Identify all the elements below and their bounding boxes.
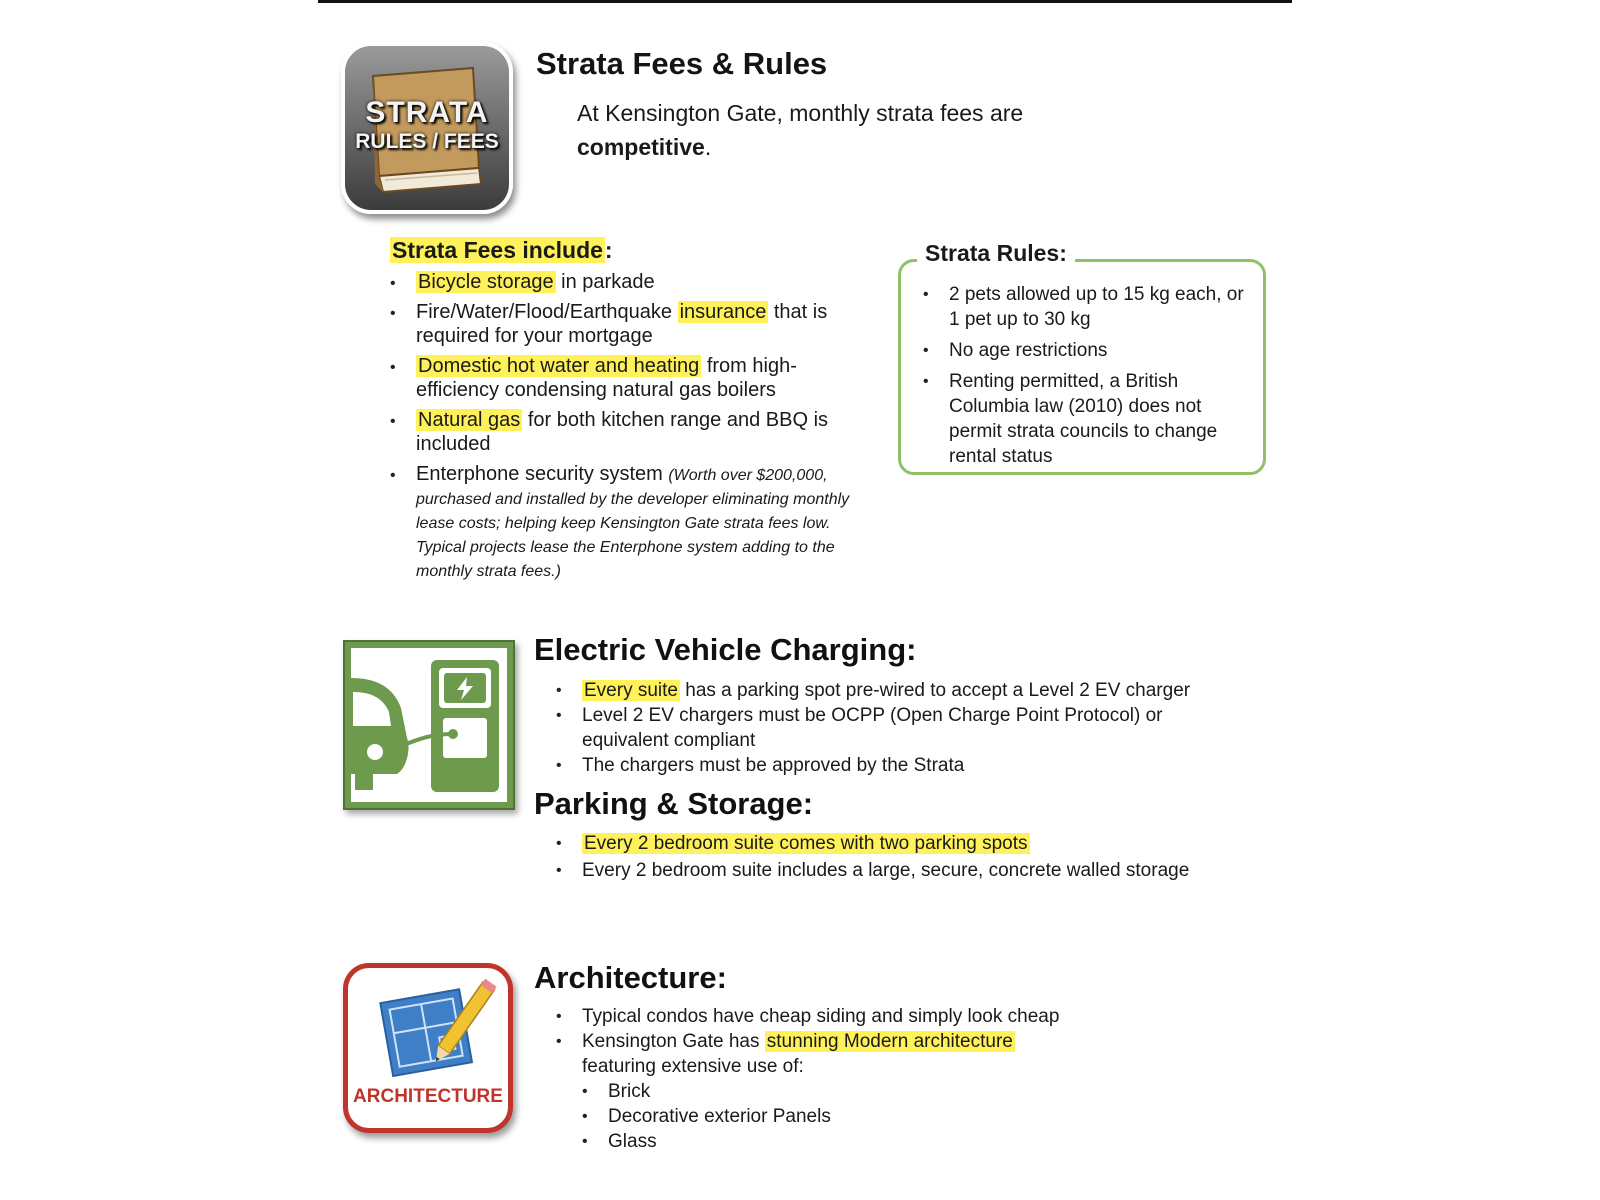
- fee-highlight: Bicycle storage: [418, 271, 554, 293]
- architecture-list: [556, 1004, 1196, 1154]
- ev-list: [556, 678, 1216, 778]
- fee-highlight: insurance: [679, 301, 767, 323]
- ev-text: Level 2 EV chargers must be OCPP (Open Charge Point Protocol) or equivalent compliant: [582, 705, 1163, 751]
- ev-charger-icon: [343, 640, 515, 810]
- fee-text-before: Fire/Water/Flood/Earthquake: [416, 301, 678, 323]
- fee-text-before: Enterphone security system: [416, 463, 669, 485]
- strata-icon-line2: RULES / FEES: [355, 130, 499, 153]
- fee-text-after: in parkade: [555, 271, 655, 293]
- fee-text-after: from high-efficiency condensing natural gas boilers: [416, 355, 797, 401]
- material-item: • Brick: [582, 1079, 1196, 1104]
- architecture-highlight: stunning Modern architecture: [766, 1031, 1013, 1052]
- fee-highlight: Natural gas: [418, 409, 521, 431]
- material-item: • Glass: [582, 1129, 1196, 1154]
- material-item: • Decorative exterior Panels: [582, 1104, 1196, 1129]
- rule-item: • 2 pets allowed up to 15 kg each, or 1 pet up to 30 kg: [923, 282, 1253, 332]
- fee-text-after: for both kitchen range and BBQ is included: [416, 409, 829, 455]
- strata-intro-end: .: [704, 134, 712, 160]
- fee-item: [390, 270, 880, 294]
- fees-heading-text: Strata Fees include: [392, 237, 603, 263]
- top-rule: [318, 0, 1292, 3]
- parking-highlight: Every 2 bedroom suite comes with two parking spots: [584, 833, 1028, 854]
- fee-item: [390, 408, 846, 456]
- strata-icon-line1: STRATA: [365, 96, 489, 129]
- rules-list: [923, 282, 1253, 475]
- parking-text: Every 2 bedroom suite includes a large, secure, concrete walled storage: [582, 860, 1190, 881]
- strata-book-icon: [341, 42, 513, 214]
- parking-heading: Parking & Storage:: [534, 786, 814, 821]
- strata-intro: [577, 96, 1037, 164]
- ev-item: [556, 678, 1216, 703]
- parking-item: [556, 858, 1236, 883]
- fee-item: [390, 354, 816, 402]
- materials-list: [582, 1079, 1196, 1154]
- ev-heading: Electric Vehicle Charging:: [534, 632, 917, 667]
- fees-list: [390, 270, 880, 588]
- architecture-item: • Typical condos have cheap siding and simply look cheap: [556, 1004, 1196, 1029]
- rule-item: • No age restrictions: [923, 338, 1253, 363]
- ev-item: [556, 753, 1216, 778]
- fees-heading: [390, 237, 613, 264]
- architecture-icon-label: ARCHITECTURE: [353, 1086, 503, 1107]
- strata-intro-bold: competitive: [577, 134, 705, 160]
- ev-text: The chargers must be approved by the Strata: [582, 755, 965, 776]
- fees-heading-colon: :: [604, 237, 613, 263]
- strata-rules-box: [898, 240, 1266, 475]
- rules-heading: Strata Rules:: [917, 240, 1075, 267]
- architecture-text-continued: featuring extensive use of:: [582, 1056, 804, 1077]
- architecture-item: [556, 1029, 1196, 1154]
- ev-highlight: Every suite: [584, 680, 678, 701]
- architecture-heading: Architecture:: [534, 960, 727, 995]
- ev-text: has a parking spot pre-wired to accept a Level 2 EV charger: [679, 680, 1191, 701]
- fee-item: [390, 300, 880, 348]
- architecture-blueprint-icon: [343, 963, 513, 1133]
- fee-text-after: that is required for your mortgage: [416, 301, 828, 347]
- strata-intro-text: At Kensington Gate, monthly strata fees are: [577, 100, 1024, 126]
- fee-highlight: Domestic hot water and heating: [418, 355, 700, 377]
- fee-item: [390, 462, 880, 582]
- parking-item: [556, 831, 1236, 856]
- fee-note: (Worth over $200,000, purchased and installed by the developer eliminating monthly lease costs; helping keep Kensington Gate strata fees low. Typical projects lease the Enterphone system adding to the monthly strata fees.): [416, 467, 850, 580]
- strata-heading: Strata Fees & Rules: [536, 46, 828, 81]
- rule-item: • Renting permitted, a British Columbia law (2010) does not permit strata councils to change rental status: [923, 369, 1253, 469]
- ev-item: [556, 703, 1216, 753]
- architecture-text: Kensington Gate has: [582, 1031, 765, 1052]
- parking-list: [556, 831, 1236, 883]
